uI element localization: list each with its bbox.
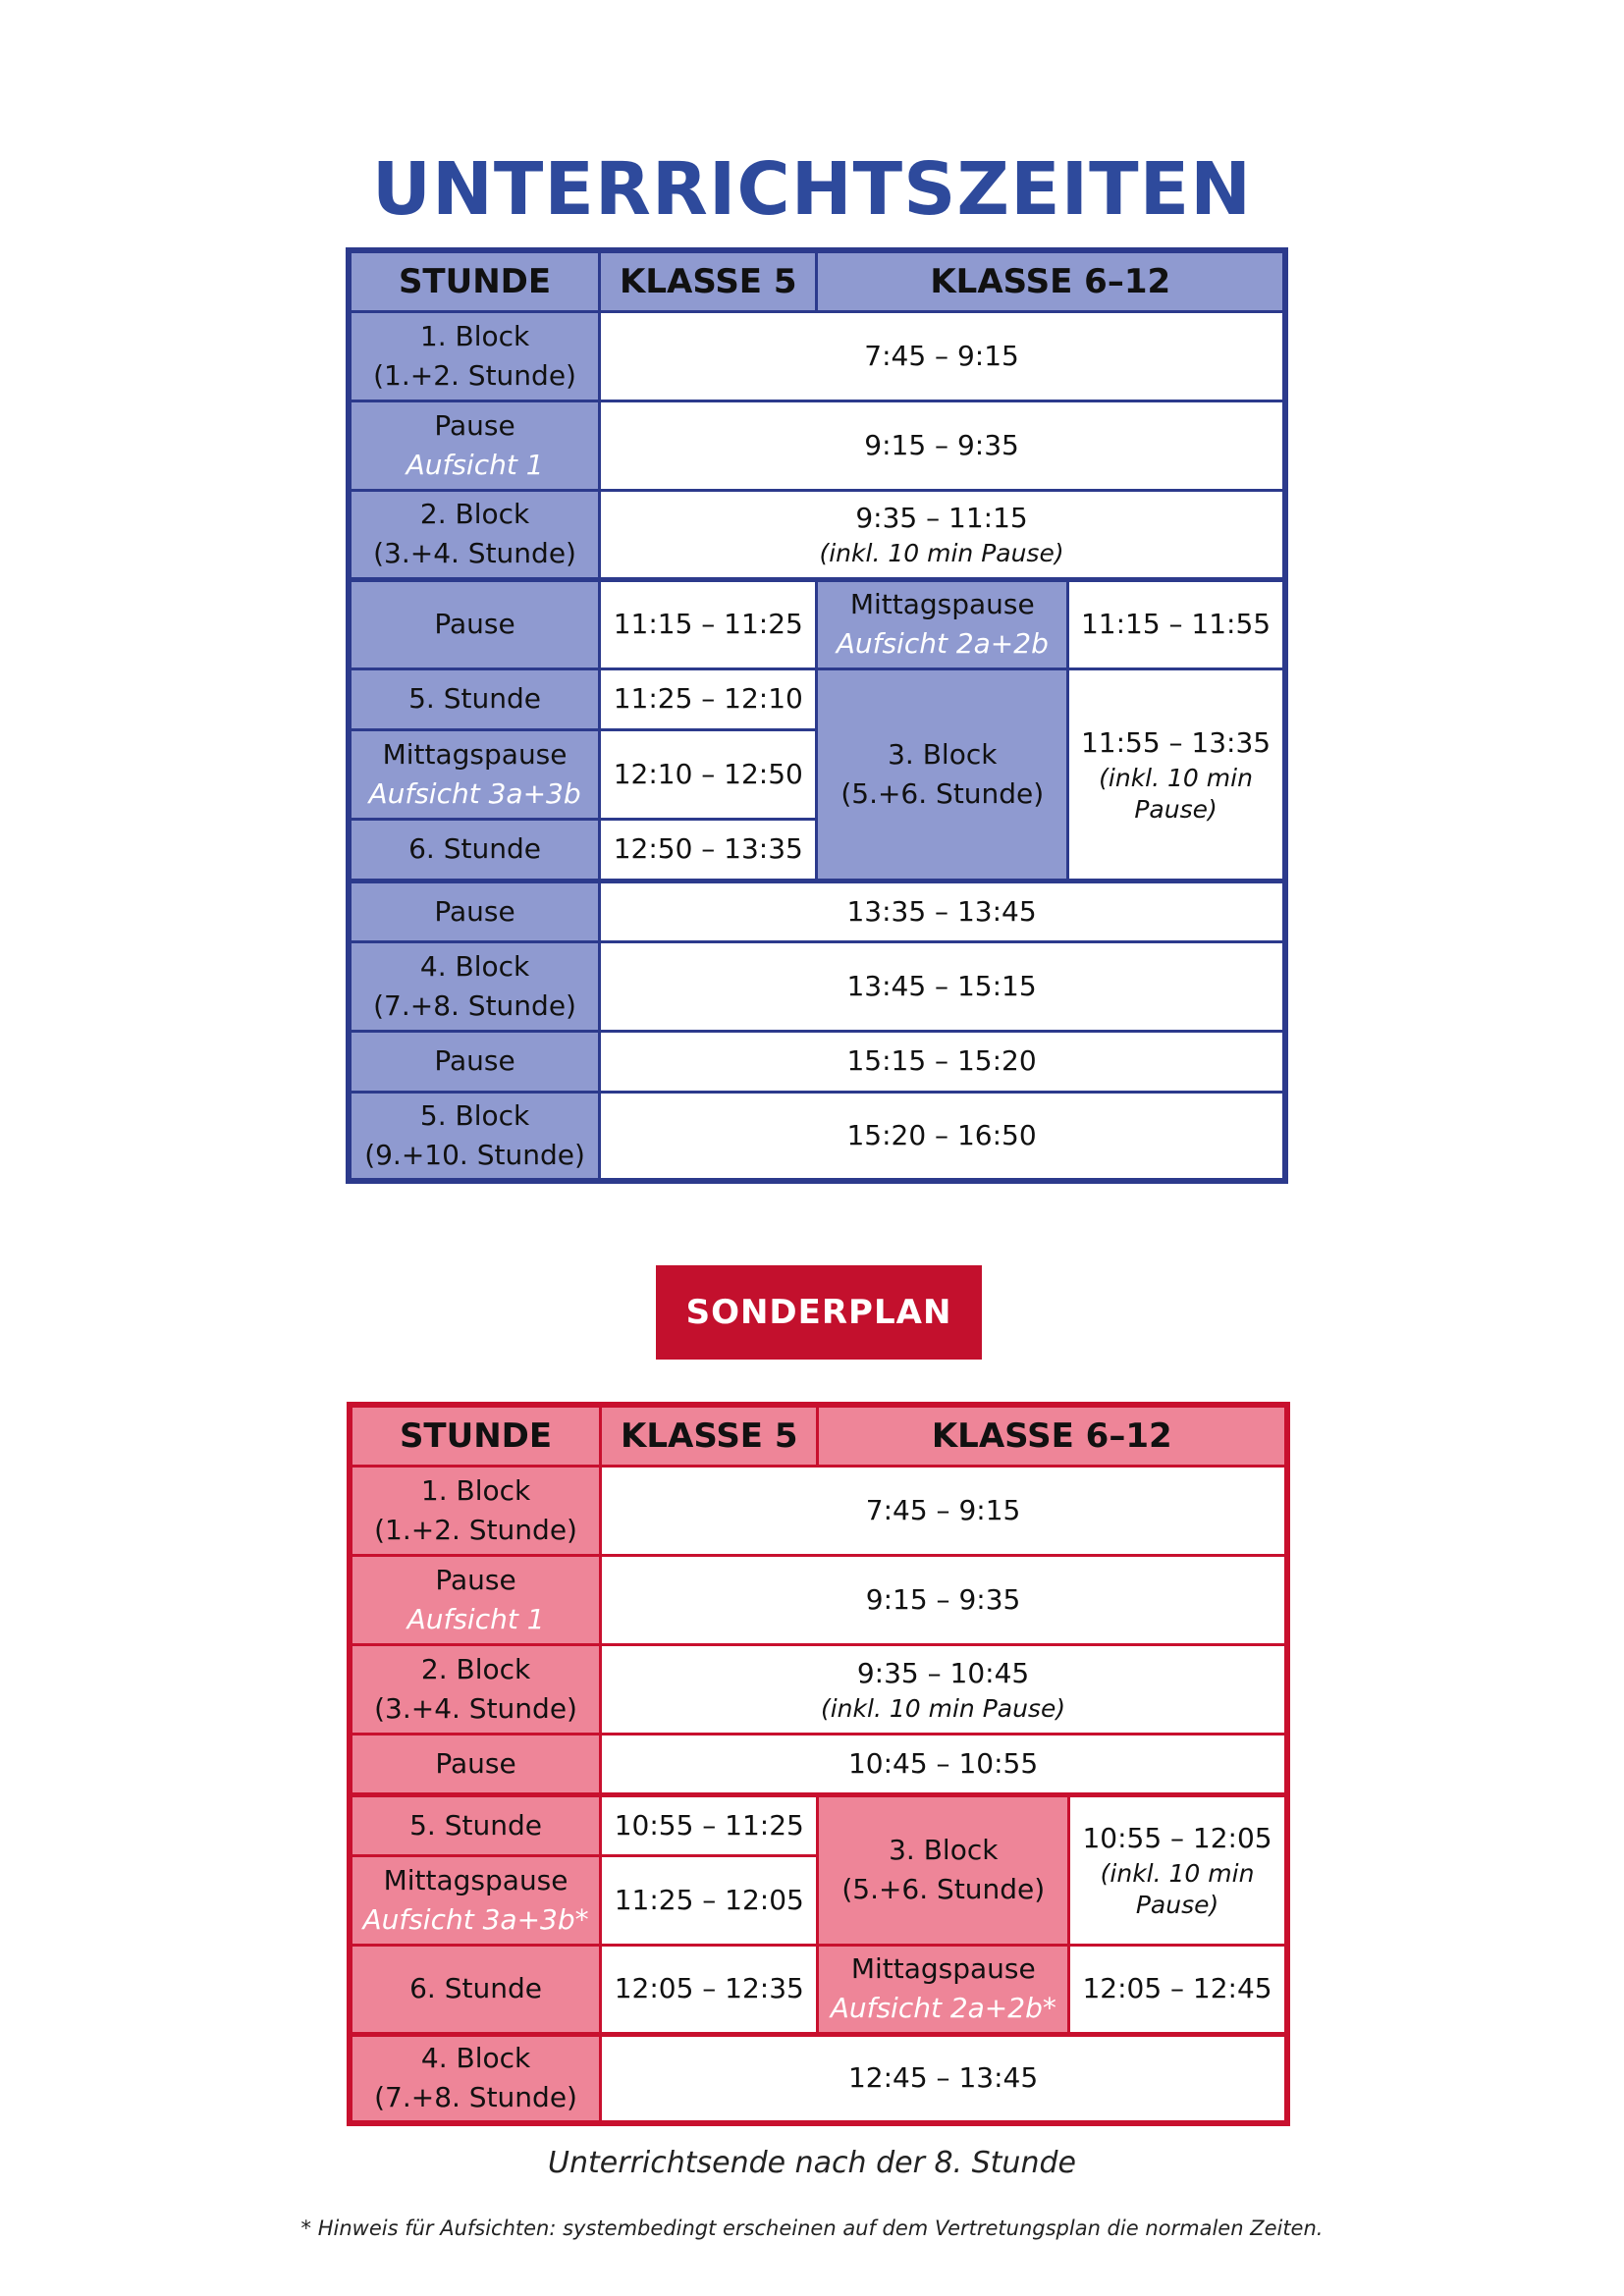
time-pause3: 13:35 – 13:45 <box>600 881 1285 941</box>
row-label-stunde6: 6. Stunde <box>349 819 600 881</box>
time-mittag: 11:25 – 12:05 <box>601 1855 818 1945</box>
time-stunde6: 12:05 – 12:35 <box>601 1945 818 2034</box>
row-label-mittag: Mittagspause Aufsicht 3a+3b <box>349 729 600 819</box>
time-stunde6: 12:50 – 13:35 <box>600 819 817 881</box>
row-label-mittag: Mittagspause Aufsicht 3a+3b* <box>350 1855 601 1945</box>
timetable-special <box>347 1402 1290 2126</box>
time-block4: 13:45 – 15:15 <box>600 941 1285 1031</box>
time-block3: 10:55 – 12:05 (inkl. 10 min Pause) <box>1069 1794 1287 1945</box>
row-label-stunde6: 6. Stunde <box>350 1945 601 2034</box>
time-block2: 9:35 – 11:15 (inkl. 10 min Pause) <box>600 490 1285 579</box>
time-block1: 7:45 – 9:15 <box>600 311 1285 400</box>
row-label-stunde5: 5. Stunde <box>349 668 600 729</box>
row-label-block1: 1. Block (1.+2. Stunde) <box>349 311 600 400</box>
aufsicht-label: Aufsicht 1 <box>406 1602 545 1635</box>
header-klasse-5: KLASSE 5 <box>600 250 817 311</box>
block3-label: 3. Block (5.+6. Stunde) <box>817 668 1068 881</box>
time-stunde5: 11:25 – 12:10 <box>600 668 817 729</box>
row-label-pause3: Pause <box>349 881 600 941</box>
row-label-block1: 1. Block (1.+2. Stunde) <box>350 1466 601 1555</box>
time-block5: 15:20 – 16:50 <box>600 1092 1285 1181</box>
mittagspause-k612: Mittagspause Aufsicht 2a+2b* <box>818 1945 1069 2034</box>
time-block2: 9:35 – 10:45 (inkl. 10 min Pause) <box>601 1644 1287 1734</box>
aufsicht-label: Aufsicht 2a+2b <box>836 627 1049 660</box>
row-label-block2: 2. Block (3.+4. Stunde) <box>350 1644 601 1734</box>
row-label-stunde5: 5. Stunde <box>350 1794 601 1855</box>
sonderplan-banner: SONDERPLAN <box>656 1265 982 1360</box>
timetable-normal <box>346 247 1288 1184</box>
header-klasse-6-12: KLASSE 6–12 <box>817 250 1285 311</box>
row-label-pause1: Pause Aufsicht 1 <box>349 400 600 490</box>
header-stunde: STUNDE <box>350 1405 601 1466</box>
time-pause1: 9:15 – 9:35 <box>600 400 1285 490</box>
time-pause2-k5: 11:15 – 11:25 <box>600 579 817 668</box>
time-block4: 12:45 – 13:45 <box>601 2034 1287 2123</box>
time-pause4: 15:15 – 15:20 <box>600 1031 1285 1092</box>
row-label-pause2: Pause <box>349 579 600 668</box>
aufsicht-label: Aufsicht 1 <box>406 448 544 481</box>
row-label-pause1: Pause Aufsicht 1 <box>350 1555 601 1644</box>
row-label-pause2: Pause <box>350 1734 601 1794</box>
time-pause1: 9:15 – 9:35 <box>601 1555 1287 1644</box>
time-mittag-k612: 12:05 – 12:45 <box>1069 1945 1287 2034</box>
header-klasse-6-12: KLASSE 6–12 <box>818 1405 1287 1466</box>
header-stunde: STUNDE <box>349 250 600 311</box>
block3-label: 3. Block (5.+6. Stunde) <box>818 1794 1069 1945</box>
time-mittag-k612: 11:15 – 11:55 <box>1068 579 1285 668</box>
mittagspause-k612: Mittagspause Aufsicht 2a+2b <box>817 579 1068 668</box>
header-klasse-5: KLASSE 5 <box>601 1405 818 1466</box>
row-label-block4: 4. Block (7.+8. Stunde) <box>349 941 600 1031</box>
row-label-block2: 2. Block (3.+4. Stunde) <box>349 490 600 579</box>
time-block3: 11:55 – 13:35 (inkl. 10 min Pause) <box>1068 668 1285 881</box>
aufsicht-label: Aufsicht 3a+3b* <box>362 1902 589 1936</box>
row-label-pause4: Pause <box>349 1031 600 1092</box>
time-block1: 7:45 – 9:15 <box>601 1466 1287 1555</box>
end-note: Unterrichtsende nach der 8. Stunde <box>548 2146 1076 2180</box>
row-label-block4: 4. Block (7.+8. Stunde) <box>350 2034 601 2123</box>
time-stunde5: 10:55 – 11:25 <box>601 1794 818 1855</box>
time-pause2: 10:45 – 10:55 <box>601 1734 1287 1794</box>
aufsicht-label: Aufsicht 2a+2b* <box>830 1992 1056 2024</box>
aufsicht-label: Aufsicht 3a+3b <box>368 776 581 810</box>
row-label-block5: 5. Block (9.+10. Stunde) <box>349 1092 600 1181</box>
footnote: * Hinweis für Aufsichten: systembedingt erscheinen auf dem Vertretungsplan die normalen Zeiten. <box>300 2216 1324 2240</box>
time-mittag: 12:10 – 12:50 <box>600 729 817 819</box>
page-title: UNTERRICHTSZEITEN <box>371 147 1253 232</box>
